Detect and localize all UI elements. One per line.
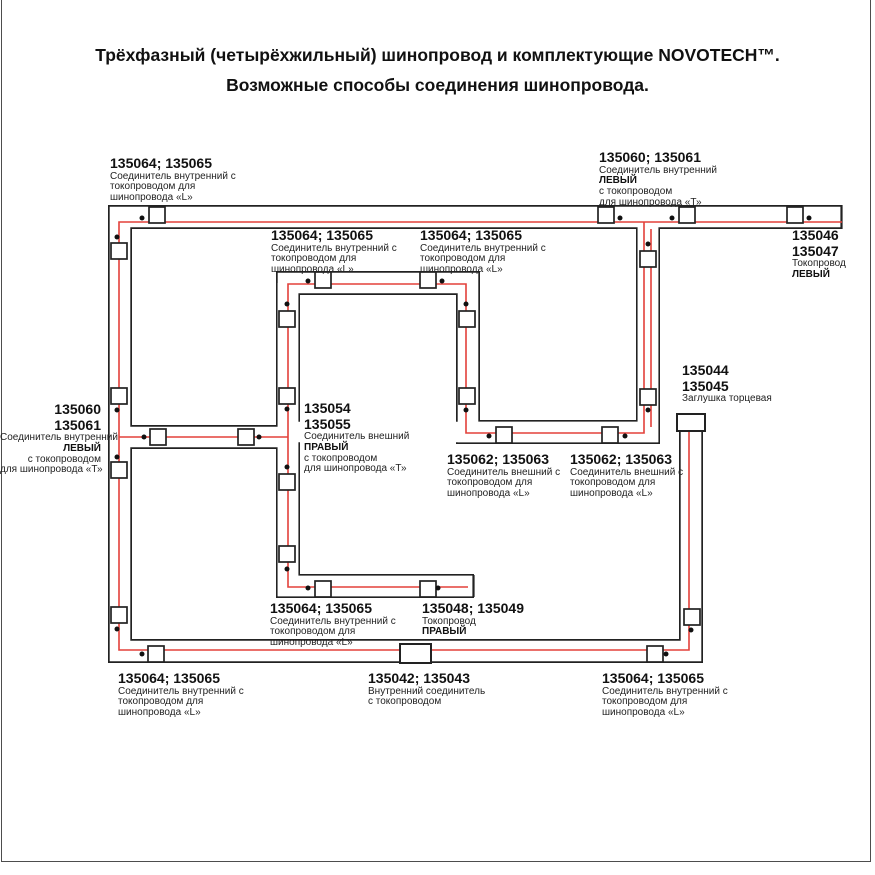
part-code: 135064; 135065 bbox=[271, 227, 373, 243]
label-outer-connector-L-left: 135062; 135063 Соединитель внешний с токопроводом для шинопровода «L» bbox=[447, 451, 561, 500]
label-inner-connector-L-bottom-right: 135064; 135065 Соединитель внутренний с токопроводом для шинопровода «L» bbox=[602, 670, 728, 719]
label-power-feed-left: 135046 135047 Токопровод ЛЕВЫЙ bbox=[792, 227, 846, 280]
track-interior bbox=[120, 217, 842, 651]
part-code: 135045 bbox=[682, 377, 729, 394]
label-inner-connector-L-top-left: 135064; 135065 Соединитель внутренний с токопроводом для шинопровода «L» bbox=[110, 155, 236, 204]
part-code: 135064; 135065 bbox=[118, 670, 220, 686]
label-outer-connector-T-right: 135054 135055 Соединитель внешний ПРАВЫЙ с токопроводом для шинопровода «Т» bbox=[304, 400, 410, 475]
part-code: 135064; 135065 bbox=[270, 600, 372, 616]
part-code: 135048; 135049 bbox=[422, 600, 524, 616]
label-inner-connector-L-mid-left: 135064; 135065 Соединитель внутренний с токопроводом для шинопровода «L» bbox=[271, 227, 397, 276]
part-code: 135060 bbox=[54, 401, 101, 417]
part-code: 135047 bbox=[792, 242, 839, 259]
label-outer-connector-L-right: 135062; 135063 Соединитель внешний с токопроводом для шинопровода «L» bbox=[570, 451, 684, 500]
part-code: 135064; 135065 bbox=[420, 227, 522, 243]
inline-feed-connector bbox=[400, 644, 431, 663]
label-inner-connector-T-left-side: 135060 135061 Соединитель внутренний ЛЕВЫЙ с токопроводом для шинопровода «Т» bbox=[0, 401, 118, 476]
label-power-feed-right: 135048; 135049 Токопровод ПРАВЫЙ bbox=[422, 600, 524, 638]
label-inner-connector-L-bottom-mid: 135064; 135065 Соединитель внутренний с токопроводом для шинопровода «L» bbox=[270, 600, 396, 649]
part-code: 135064; 135065 bbox=[110, 155, 212, 171]
part-code: 135055 bbox=[304, 415, 351, 432]
label-inner-connector-L-bottom-left: 135064; 135065 Соединитель внутренний с токопроводом для шинопровода «L» bbox=[118, 670, 244, 719]
part-code: 135054 bbox=[304, 400, 351, 416]
part-code: 135044 bbox=[682, 362, 729, 378]
label-end-cap: 135044 135045 Заглушка торцевая bbox=[682, 362, 772, 404]
label-internal-feed-connector: 135042; 135043 Внутренний соединитель с токопроводом bbox=[368, 670, 486, 708]
label-inner-connector-T-left-top: 135060; 135061 Соединитель внутренний ЛЕВЫЙ с токопроводом для шинопровода «Т» bbox=[599, 149, 717, 208]
part-code: 135062; 135063 bbox=[447, 451, 549, 467]
title-line-1: Трёхфазный (четырёхжильный) шинопровод и комплектующие NOVOTECH™. bbox=[95, 45, 780, 65]
end-cap-piece bbox=[677, 414, 705, 431]
part-code: 135046 bbox=[792, 227, 839, 243]
label-inner-connector-L-mid-right: 135064; 135065 Соединитель внутренний с токопроводом для шинопровода «L» bbox=[420, 227, 546, 276]
part-code: 135060; 135061 bbox=[599, 149, 701, 165]
part-code: 135061 bbox=[54, 416, 101, 433]
part-code: 135062; 135063 bbox=[570, 451, 672, 467]
part-code: 135064; 135065 bbox=[602, 670, 704, 686]
part-code: 135042; 135043 bbox=[368, 670, 470, 686]
title-line-2: Возможные способы соединения шинопровода. bbox=[226, 75, 649, 95]
